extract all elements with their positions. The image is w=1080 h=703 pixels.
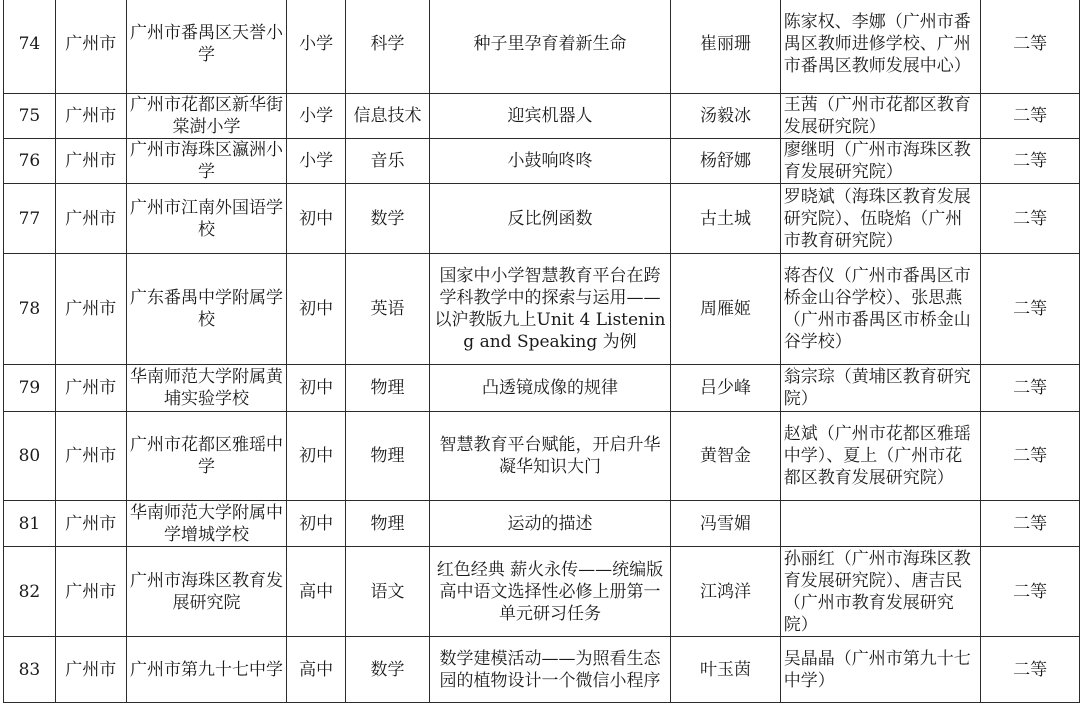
- stage: 小学: [287, 94, 346, 139]
- award-level: 二等: [981, 501, 1080, 547]
- lesson-title: 小鼓响咚咚: [429, 139, 670, 184]
- award-level: 二等: [981, 365, 1080, 412]
- lesson-title: 凸透镜成像的规律: [429, 365, 670, 412]
- lesson-title: 智慧教育平台赋能，开启升华凝华知识大门: [429, 412, 670, 501]
- stage: 初中: [287, 412, 346, 501]
- stage: 初中: [287, 184, 346, 254]
- stage: 高中: [287, 637, 346, 703]
- city: 广州市: [55, 412, 126, 501]
- award-level: 二等: [981, 254, 1080, 365]
- lesson-title: 种子里孕育着新生命: [429, 0, 670, 94]
- city: 广州市: [55, 254, 126, 365]
- table-row: [4, 412, 1080, 501]
- mentor: 吴晶晶（广州市第九十七中学）: [780, 637, 980, 703]
- city: 广州市: [55, 0, 126, 94]
- table-row: [4, 254, 1080, 365]
- city: 广州市: [55, 637, 126, 703]
- row-number: 80: [4, 412, 56, 501]
- subject: 数学: [346, 184, 430, 254]
- stage: 初中: [287, 254, 346, 365]
- teacher: 古土城: [671, 184, 781, 254]
- table-row: [4, 0, 1080, 94]
- subject: 物理: [346, 501, 430, 547]
- table-row: [4, 139, 1080, 184]
- city: 广州市: [55, 139, 126, 184]
- mentor: 王茜（广州市花都区教育发展研究院）: [780, 94, 980, 139]
- awards-table: [3, 0, 1080, 703]
- subject: 数学: [346, 637, 430, 703]
- teacher: 江鸿洋: [671, 547, 781, 637]
- award-level: 二等: [981, 139, 1080, 184]
- award-level: 二等: [981, 0, 1080, 94]
- row-number: 77: [4, 184, 56, 254]
- stage: 初中: [287, 501, 346, 547]
- table-row: [4, 365, 1080, 412]
- subject: 语文: [346, 547, 430, 637]
- lesson-title: 数学建模活动——为照看生态园的植物设计一个微信小程序: [429, 637, 670, 703]
- row-number: 81: [4, 501, 56, 547]
- table-row: [4, 547, 1080, 637]
- teacher: 杨舒娜: [671, 139, 781, 184]
- stage: 高中: [287, 547, 346, 637]
- mentor: 孙丽红（广州市海珠区教育发展研究院）、唐吉民（广州市教育发展研究院）: [780, 547, 980, 637]
- teacher: 崔丽珊: [671, 0, 781, 94]
- award-level: 二等: [981, 637, 1080, 703]
- mentor: 廖继明（广州市海珠区教育发展研究院）: [780, 139, 980, 184]
- city: 广州市: [55, 365, 126, 412]
- school: 广州市番禺区天誉小学: [126, 0, 287, 94]
- lesson-title: 运动的描述: [429, 501, 670, 547]
- lesson-title: 迎宾机器人: [429, 94, 670, 139]
- lesson-title: 反比例函数: [429, 184, 670, 254]
- stage: 小学: [287, 139, 346, 184]
- subject: 物理: [346, 365, 430, 412]
- school: 广州市第九十七中学: [126, 637, 287, 703]
- teacher: 冯雪媚: [671, 501, 781, 547]
- mentor: [780, 501, 980, 547]
- mentor: 陈家权、李娜（广州市番禺区教师进修学校、广州市番禺区教师发展中心）: [780, 0, 980, 94]
- school: 广东番禺中学附属学校: [126, 254, 287, 365]
- row-number: 78: [4, 254, 56, 365]
- teacher: 叶玉茵: [671, 637, 781, 703]
- teacher: 汤毅冰: [671, 94, 781, 139]
- row-number: 75: [4, 94, 56, 139]
- city: 广州市: [55, 184, 126, 254]
- school: 广州市花都区雅瑶中学: [126, 412, 287, 501]
- subject: 物理: [346, 412, 430, 501]
- city: 广州市: [55, 547, 126, 637]
- table-row: [4, 637, 1080, 703]
- teacher: 吕少峰: [671, 365, 781, 412]
- city: 广州市: [55, 94, 126, 139]
- table-row: [4, 184, 1080, 254]
- mentor: 蒋杏仪（广州市番禺区市桥金山谷学校）、张思燕（广州市番禺区市桥金山谷学校）: [780, 254, 980, 365]
- stage: 初中: [287, 365, 346, 412]
- row-number: 83: [4, 637, 56, 703]
- mentor: 罗晓斌（海珠区教育发展研究院）、伍晓焰（广州市教育研究院）: [780, 184, 980, 254]
- row-number: 74: [4, 0, 56, 94]
- teacher: 黄智金: [671, 412, 781, 501]
- subject: 科学: [346, 0, 430, 94]
- stage: 小学: [287, 0, 346, 94]
- lesson-title: 红色经典 薪火永传——统编版高中语文选择性必修上册第一单元研习任务: [429, 547, 670, 637]
- award-level: 二等: [981, 547, 1080, 637]
- city: 广州市: [55, 501, 126, 547]
- subject: 音乐: [346, 139, 430, 184]
- mentor: 赵斌（广州市花都区雅瑶中学）、夏上（广州市花都区教育发展研究院）: [780, 412, 980, 501]
- school: 广州市海珠区瀛洲小学: [126, 139, 287, 184]
- row-number: 79: [4, 365, 56, 412]
- table-row: [4, 94, 1080, 139]
- school: 广州市海珠区教育发展研究院: [126, 547, 287, 637]
- award-level: 二等: [981, 94, 1080, 139]
- row-number: 76: [4, 139, 56, 184]
- lesson-title: 国家中小学智慧教育平台在跨学科教学中的探索与运用——以沪教版九上Unit 4 Listening and Speaking 为例: [429, 254, 670, 365]
- school: 华南师范大学附属中学增城学校: [126, 501, 287, 547]
- award-level: 二等: [981, 412, 1080, 501]
- teacher: 周雁姬: [671, 254, 781, 365]
- table-row: [4, 501, 1080, 547]
- award-level: 二等: [981, 184, 1080, 254]
- subject: 英语: [346, 254, 430, 365]
- mentor: 翁宗琮（黄埔区教育研究院）: [780, 365, 980, 412]
- school: 华南师范大学附属黄埔实验学校: [126, 365, 287, 412]
- school: 广州市花都区新华街棠澍小学: [126, 94, 287, 139]
- school: 广州市江南外国语学校: [126, 184, 287, 254]
- subject: 信息技术: [346, 94, 430, 139]
- row-number: 82: [4, 547, 56, 637]
